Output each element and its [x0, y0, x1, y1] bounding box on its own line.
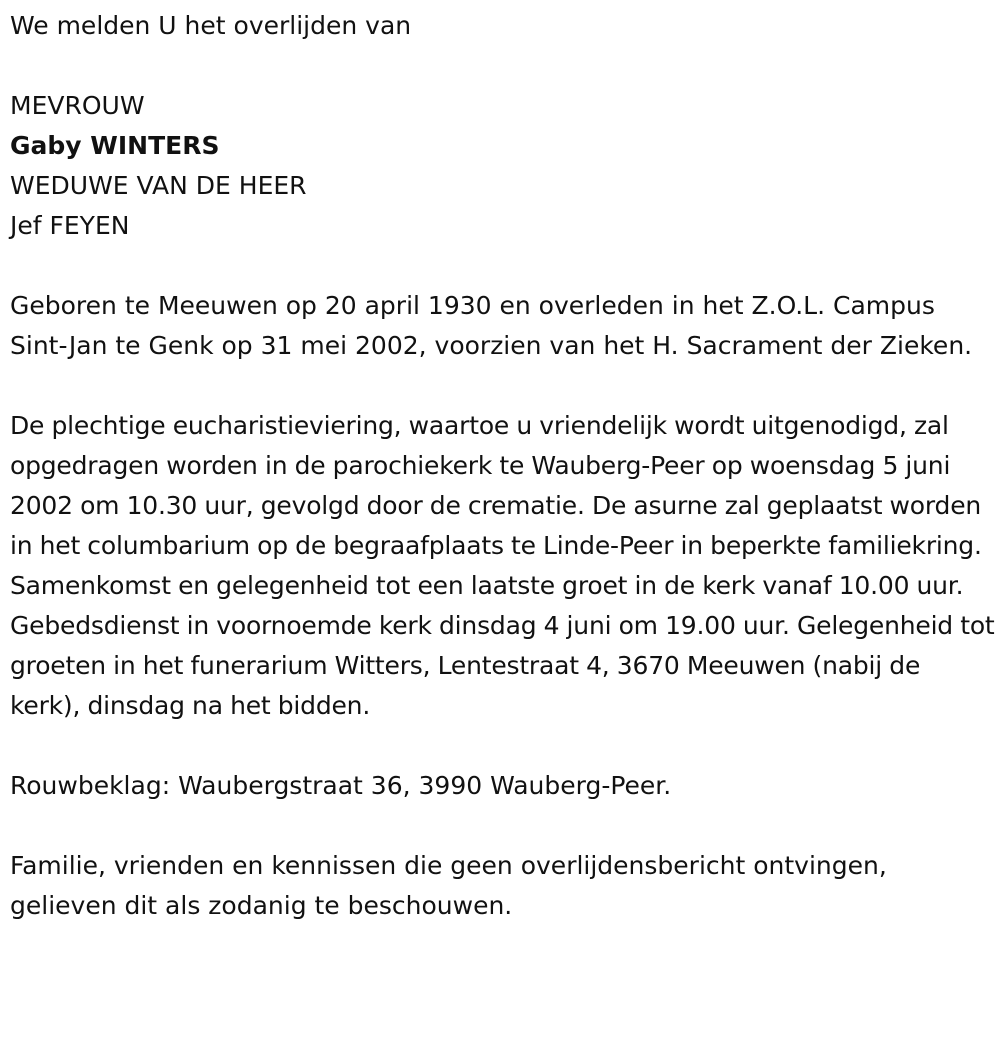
spacer [10, 366, 990, 406]
spacer [10, 726, 990, 766]
spacer [10, 246, 990, 286]
deceased-name: Gaby WINTERS [10, 131, 220, 160]
spacer [10, 46, 990, 86]
birth-death-paragraph: Geboren te Meeuwen op 20 april 1930 en overleden in het Z.O.L. Campus Sint-Jan te Genk op 31 mei 2002, voorzien van het H. Sacrament der Zieken. [10, 291, 973, 360]
closing-paragraph: Familie, vrienden en kennissen die geen overlijdensbericht ontvingen, gelieven dit als zodanig te beschouwen. [10, 851, 887, 920]
spacer [10, 806, 990, 846]
spouse-name: Jef FEYEN [10, 211, 130, 240]
condolence-address: Rouwbeklag: Waubergstraat 36, 3990 Wauberg-Peer. [10, 771, 672, 800]
title-prefix: MEVROUW [10, 91, 145, 120]
relation-text: WEDUWE VAN DE HEER [10, 171, 307, 200]
ceremony-paragraph: De plechtige eucharistieviering, waartoe u vriendelijk wordt uitgenodigd, zal opgedragen worden in de parochiekerk te Wauberg-Peer op woensdag 5 juni 2002 om 10.30 uur, gevolgd door de crematie. De asurne zal geplaatst worden in het columbarium op de begraafplaats te Linde-Peer in beperkte familiekring. Samenkomst en gelegenheid tot een laatste groet in de kerk vanaf 10.00 uur. Gebedsdienst in voornoemde kerk dinsdag 4 juni om 19.00 uur. Gelegenheid tot groeten in het funerarium Witters, Lentestraat 4, 3670 Meeuwen (nabij de kerk), dinsdag na het bidden. [10, 411, 995, 720]
intro-text: We melden U het overlijden van [10, 11, 412, 40]
